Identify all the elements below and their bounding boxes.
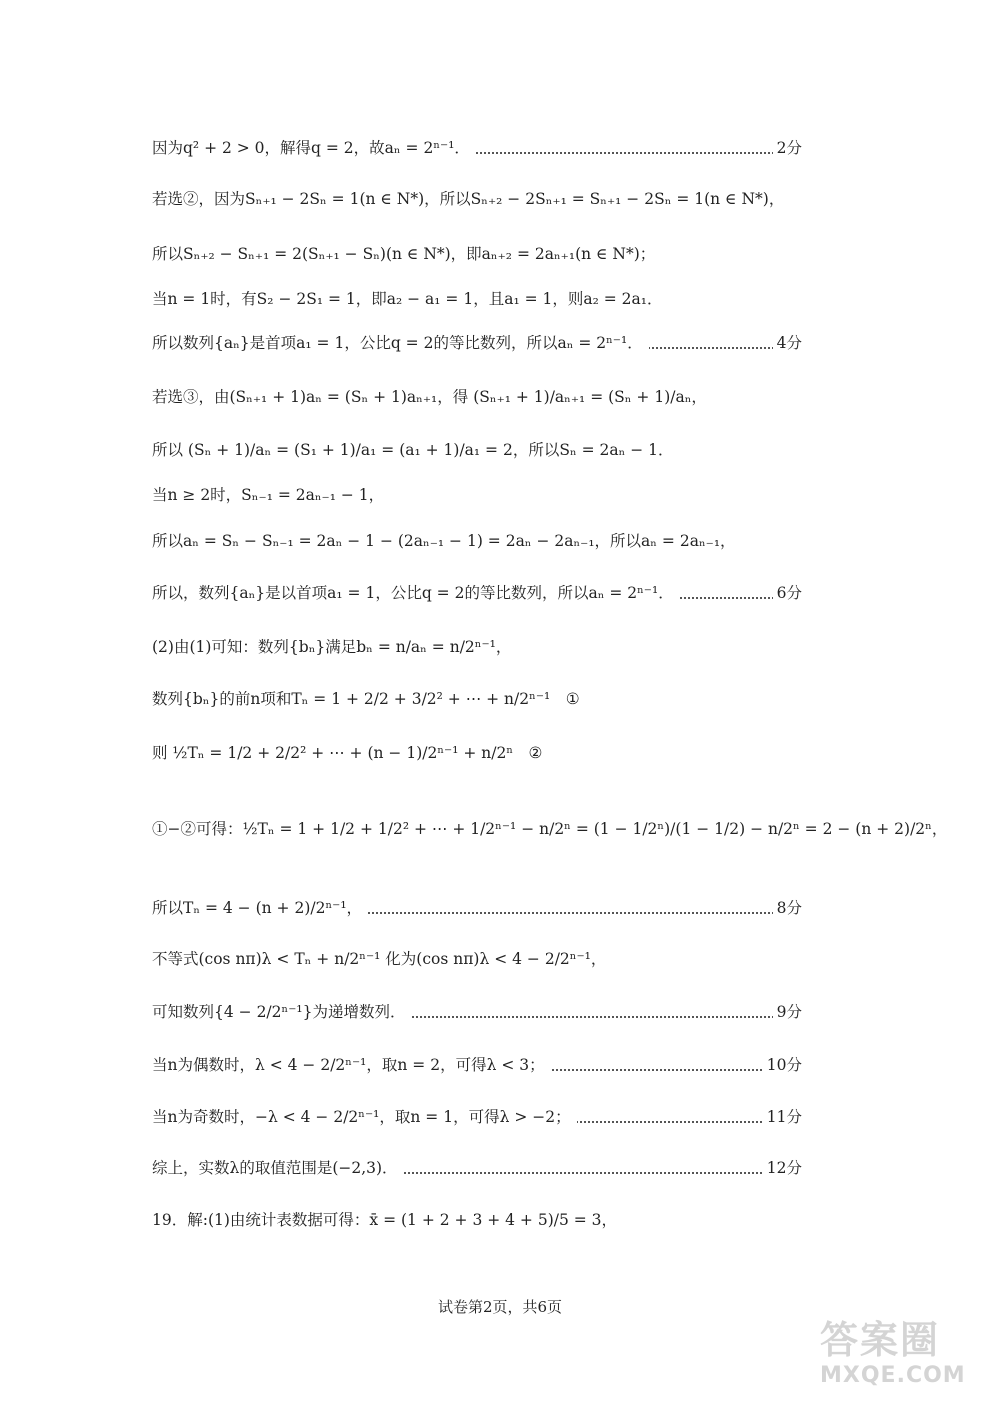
line-text: 数列{bₙ}的前n项和Tₙ = 1 + 2/2 + 3/2² + ⋯ + n/2ⁿ⁻¹ ① (152, 690, 580, 708)
solution-line (152, 484, 802, 506)
line-text: 当n为奇数时，−λ < 4 − 2/2ⁿ⁻¹，取n = 1，可得λ > −2； (152, 1106, 577, 1128)
score-mark: 12分 (763, 1157, 802, 1179)
line-text: 所以Sₙ₊₂ − Sₙ₊₁ = 2(Sₙ₊₁ − Sₙ)(n ∈ N*)，即aₙ₊₂ = 2aₙ₊₁(n ∈ N*)； (152, 245, 656, 263)
solution-line (152, 742, 802, 764)
score-mark: 4分 (773, 332, 802, 354)
solution-line (152, 439, 802, 461)
page-footer: 试卷第2页，共6页 (437, 1298, 563, 1316)
line-text: 可知数列{4 − 2/2ⁿ⁻¹}为递增数列． (152, 1001, 411, 1023)
score-mark: 6分 (773, 582, 802, 604)
solution-line (152, 530, 802, 552)
score-mark: 11分 (763, 1106, 802, 1128)
line-text: 因为q² + 2 > 0，解得q = 2，故aₙ = 2ⁿ⁻¹． (152, 137, 476, 159)
solution-line (152, 897, 802, 919)
line-text: 所以aₙ = Sₙ − Sₙ₋₁ = 2aₙ − 1 − (2aₙ₋₁ − 1) = 2aₙ − 2aₙ₋₁，所以aₙ = 2aₙ₋₁， (152, 532, 736, 550)
line-text: 所以，数列{aₙ}是以首项a₁ = 1，公比q = 2的等比数列，所以aₙ = 2ⁿ⁻¹． (152, 582, 680, 604)
score-mark: 10分 (763, 1054, 802, 1076)
solution-line (152, 636, 802, 658)
line-text: 所以数列{aₙ}是首项a₁ = 1，公比q = 2的等比数列，所以aₙ = 2ⁿ⁻¹． (152, 332, 649, 354)
solution-line (152, 948, 802, 970)
solution-line (152, 137, 802, 159)
solution-line (152, 243, 802, 265)
score-mark: 8分 (773, 897, 802, 919)
solution-line (152, 688, 802, 710)
solution-line (152, 332, 802, 354)
score-mark: 2分 (773, 137, 802, 159)
line-text: 当n为偶数时，λ < 4 − 2/2ⁿ⁻¹，取n = 2，可得λ < 3； (152, 1054, 551, 1076)
solution-line (152, 582, 802, 604)
watermark-logo (820, 1318, 990, 1408)
line-text: ①−②可得：½Tₙ = 1 + 1/2 + 1/2² + ⋯ + 1/2ⁿ⁻¹ − n/2ⁿ = (1 − 1/2ⁿ)/(1 − 1/2) − n/2ⁿ = 2 − (n + 2)/2ⁿ， (152, 820, 948, 838)
line-text: 则 ½Tₙ = 1/2 + 2/2² + ⋯ + (n − 1)/2ⁿ⁻¹ + n/2ⁿ ② (152, 744, 543, 762)
line-text: 19．解:(1)由统计表数据可得：x̄ = (1 + 2 + 3 + 4 + 5)/5 = 3， (152, 1211, 618, 1229)
solution-line (152, 1054, 802, 1076)
line-text: 综上，实数λ的取值范围是(−2,3)． (152, 1157, 404, 1179)
solution-line (152, 1157, 802, 1179)
watermark-top: 答案圈 (820, 1318, 941, 1362)
line-text: 若选③，由(Sₙ₊₁ + 1)aₙ = (Sₙ + 1)aₙ₊₁，得 (Sₙ₊₁ + 1)/aₙ₊₁ = (Sₙ + 1)/aₙ， (152, 388, 707, 406)
solution-line (152, 386, 802, 408)
solution-line (152, 1106, 802, 1128)
watermark-bottom: MXQE.COM (820, 1363, 966, 1388)
line-text: 所以Tₙ = 4 − (n + 2)/2ⁿ⁻¹， (152, 897, 368, 919)
score-mark: 9分 (773, 1001, 802, 1023)
solution-line (152, 288, 802, 310)
solution-line (152, 188, 802, 210)
line-text: 当n = 1时，有S₂ − 2S₁ = 1，即a₂ − a₁ = 1，且a₁ = 1，则a₂ = 2a₁． (152, 290, 663, 308)
solution-line (152, 818, 948, 840)
solution-line (152, 1001, 802, 1023)
solution-line (152, 1209, 802, 1231)
line-text: 不等式(cos nπ)λ < Tₙ + n/2ⁿ⁻¹ 化为(cos nπ)λ < 4 − 2/2ⁿ⁻¹， (152, 950, 607, 968)
line-text: 当n ≥ 2时，Sₙ₋₁ = 2aₙ₋₁ − 1， (152, 486, 385, 504)
line-text: (2)由(1)可知：数列{bₙ}满足bₙ = n/aₙ = n/2ⁿ⁻¹， (152, 638, 512, 656)
line-text: 若选②，因为Sₙ₊₁ − 2Sₙ = 1(n ∈ N*)，所以Sₙ₊₂ − 2Sₙ₊₁ = Sₙ₊₁ − 2Sₙ = 1(n ∈ N*)， (152, 190, 785, 208)
line-text: 所以 (Sₙ + 1)/aₙ = (S₁ + 1)/a₁ = (a₁ + 1)/a₁ = 2，所以Sₙ = 2aₙ − 1． (152, 441, 674, 459)
